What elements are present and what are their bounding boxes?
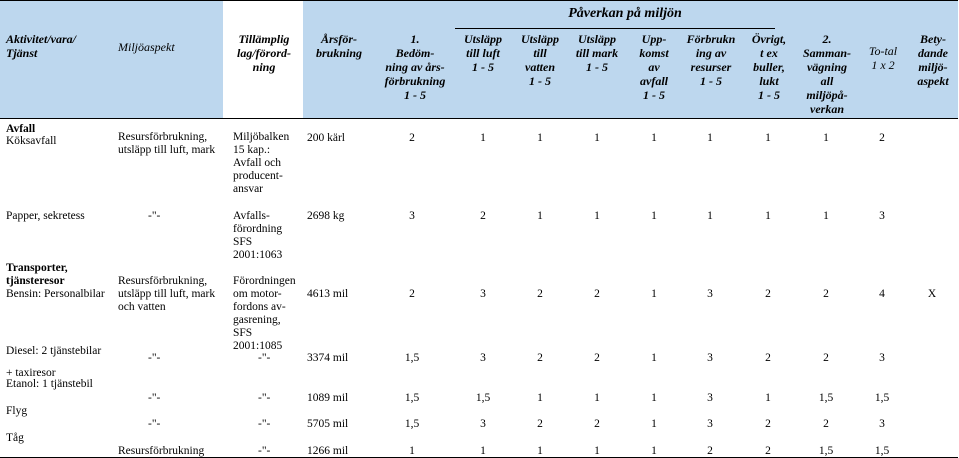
row-activity: Etanol: 1 tjänstebil — [6, 378, 93, 390]
row-activity: Avfall — [6, 123, 36, 135]
row-score-cell: 1 — [823, 132, 829, 144]
row-law: -"- — [258, 352, 271, 364]
row-aspect: Resursförbrukning — [118, 445, 205, 457]
row-score-cell: 2 — [594, 418, 600, 430]
row-score-cell: 1 — [537, 392, 543, 404]
row-score-cell: 1 — [823, 210, 829, 222]
impact-title-rule — [455, 28, 775, 29]
row-score-cell: 2 — [537, 418, 543, 430]
row-score-cell: 1 — [537, 132, 543, 144]
row-score-cell: 1 — [707, 132, 713, 144]
row-score-cell: 2 — [480, 210, 486, 222]
row-score-cell: 1 — [594, 392, 600, 404]
row-activity: Diesel: 2 tjänstebilar + taxiresor — [6, 345, 102, 379]
row-usage: 5705 mil — [307, 418, 349, 430]
row-score-cell: 1 — [480, 445, 486, 457]
row-score-cell: 2 — [765, 288, 771, 300]
row-usage: 4613 mil — [307, 288, 349, 300]
row-score-cell: 2 — [707, 445, 713, 457]
row-score-cell: 4 — [879, 288, 885, 300]
row-score-cell: 3 — [707, 288, 713, 300]
row-score-cell: 1 — [537, 210, 543, 222]
row-score-cell: 1,5 — [404, 418, 420, 430]
row-aspect: Resursförbrukning, utsläpp till luft, mark — [118, 131, 216, 156]
row-score-cell: 1 — [594, 445, 600, 457]
row-score-cell: 1 — [651, 288, 657, 300]
row-activity-detail: Köksavfall — [6, 135, 57, 147]
row-score-cell: 3 — [480, 352, 486, 364]
row-score-cell: 2 — [537, 352, 543, 364]
row-score-cell: 1 — [480, 132, 486, 144]
row-score-cell: 3 — [879, 418, 885, 430]
header-impact-water: Utsläpp till vatten 1 - 5 — [520, 32, 559, 88]
header-impact-resources: Förbrukn ing av resurser 1 - 5 — [686, 32, 736, 88]
row-score-cell: 2 — [409, 132, 415, 144]
row-law: -"- — [258, 445, 271, 457]
row-law: Miljöbalken 15 kap.: Avfall och producent- ansvar — [233, 131, 290, 195]
row-law: Förordningen om motor- fordons av- gasrening, SFS 2001:1085 — [233, 275, 296, 352]
header-impact-waste: Upp- komst av avfall 1 - 5 — [639, 32, 669, 102]
row-score-cell: 3 — [707, 352, 713, 364]
row-score-cell: 1 — [594, 210, 600, 222]
header-score1: 1. Bedöm- ning av års- förbrukning 1 - 5 — [384, 32, 446, 102]
row-usage: 1266 mil — [307, 445, 349, 457]
header-significant: Bety- dande miljö- aspekt — [917, 32, 949, 88]
row-score-cell: 1 — [651, 418, 657, 430]
row-score-cell: 2 — [765, 418, 771, 430]
row-score-cell: 2 — [537, 288, 543, 300]
row-significant: X — [927, 288, 937, 300]
row-score-cell: 1,5 — [818, 445, 834, 457]
row-usage: 3374 mil — [307, 352, 349, 364]
row-score-cell: 1 — [707, 210, 713, 222]
row-aspect: Resursförbrukning, utsläpp till luft, mark och vatten — [118, 275, 216, 313]
row-score-cell: 1 — [651, 352, 657, 364]
row-usage: 2698 kg — [307, 210, 345, 222]
row-score-cell: 2 — [823, 418, 829, 430]
row-score-cell: 3 — [480, 418, 486, 430]
header-activity: Aktivitet/vara/ Tjänst — [6, 32, 76, 60]
row-aspect: -"- — [148, 210, 161, 222]
row-score-cell: 3 — [879, 210, 885, 222]
row-score-cell: 1 — [765, 392, 771, 404]
row-score-cell: 3 — [707, 418, 713, 430]
row-score-cell: 2 — [765, 445, 771, 457]
row-score-cell: 2 — [823, 288, 829, 300]
header-aspect: Miljöaspekt — [118, 40, 175, 54]
row-score-cell: 3 — [409, 210, 415, 222]
row-score-cell: 2 — [594, 288, 600, 300]
row-score-cell: 1,5 — [404, 392, 420, 404]
row-score-cell: 2 — [823, 352, 829, 364]
row-score-cell: 2 — [879, 132, 885, 144]
header-score2: 2. Samman- vägning all miljöpå- verkan — [802, 32, 851, 116]
row-aspect: -"- — [148, 392, 161, 404]
row-activity: Papper, sekretess — [6, 210, 85, 222]
row-score-cell: 1,5 — [475, 392, 491, 404]
row-law: -"- — [258, 392, 271, 404]
row-score-cell: 1 — [409, 445, 415, 457]
row-score-cell: 3 — [480, 288, 486, 300]
row-law: -"- — [258, 418, 271, 430]
header-usage: Årsför- brukning — [315, 32, 363, 60]
row-activity: Transporter, tjänsteresor — [6, 262, 68, 287]
row-activity-detail: Bensin: Personalbilar — [6, 288, 105, 300]
header-law: Tillämplig lag/förord- ning — [237, 32, 291, 74]
header-impact-other: Övrigt, t ex buller, lukt 1 - 5 — [751, 32, 787, 102]
row-activity: Flyg — [6, 405, 28, 417]
header-impact-soil: Utsläpp till mark 1 - 5 — [575, 32, 619, 74]
header-top-rule — [0, 0, 958, 1]
row-score-cell: 1 — [651, 132, 657, 144]
row-score-cell: 1,5 — [404, 352, 420, 364]
row-score-cell: 2 — [409, 288, 415, 300]
row-score-cell: 2 — [765, 352, 771, 364]
header-total: To-tal 1 x 2 — [868, 44, 898, 72]
row-score-cell: 1,5 — [874, 392, 890, 404]
row-score-cell: 3 — [707, 392, 713, 404]
row-usage: 1089 mil — [307, 392, 349, 404]
header-impact-air: Utsläpp till luft 1 - 5 — [463, 32, 502, 74]
row-aspect: -"- — [148, 418, 161, 430]
row-score-cell: 1 — [594, 132, 600, 144]
row-score-cell: 1 — [651, 445, 657, 457]
row-law: Avfalls- förordning SFS 2001:1063 — [233, 210, 283, 261]
row-score-cell: 1 — [651, 392, 657, 404]
row-score-cell: 1,5 — [874, 445, 890, 457]
row-score-cell: 1 — [537, 445, 543, 457]
row-score-cell: 1,5 — [818, 392, 834, 404]
row-score-cell: 1 — [765, 132, 771, 144]
row-score-cell: 2 — [594, 352, 600, 364]
row-usage: 200 kärl — [307, 132, 346, 144]
row-score-cell: 3 — [879, 352, 885, 364]
header-impact-title: Påverkan på miljön — [568, 6, 682, 21]
row-score-cell: 1 — [651, 210, 657, 222]
row-activity: Tåg — [6, 432, 24, 444]
header-bottom-rule — [0, 118, 958, 119]
row-aspect: -"- — [148, 352, 161, 364]
row-score-cell: 1 — [765, 210, 771, 222]
